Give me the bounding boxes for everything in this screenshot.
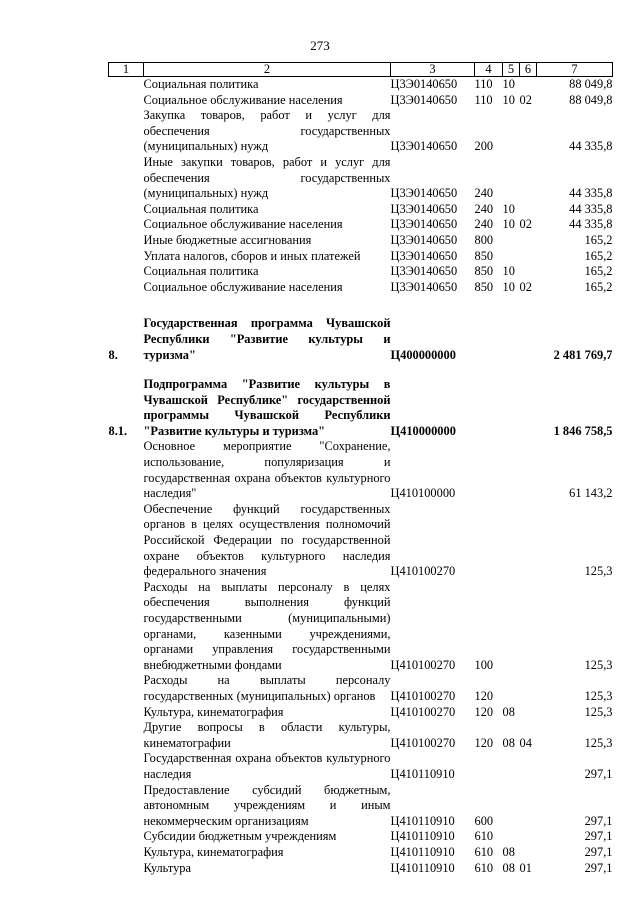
cell-sum: 125,3 <box>584 735 613 750</box>
cell-name: Культура <box>143 860 191 875</box>
cell-rz <box>503 580 520 674</box>
cell-vr: 850 <box>474 279 494 294</box>
cell-sum: 125,3 <box>584 688 613 703</box>
cell-vr <box>475 377 503 439</box>
cell-name: Государственная программа Чувашской Республики "Развитие культуры и туризма" <box>143 316 391 362</box>
table-row <box>109 93 613 109</box>
cell-code: Ц410100270 <box>390 564 456 579</box>
cell-name: Другие вопросы в области культуры, кинематографии <box>143 720 391 750</box>
cell-pr <box>520 249 537 265</box>
table-row <box>109 202 613 218</box>
table-row <box>109 720 613 751</box>
table-row <box>109 751 613 782</box>
cell-num <box>109 202 144 218</box>
cell-vr <box>475 439 503 501</box>
table-row <box>109 217 613 233</box>
cell-sum: 44 335,8 <box>569 217 613 232</box>
cell-name: Расходы на выплаты персоналу в целях обеспечения выполнения функций государственными (муниципальными) органами, казенными учреждениями, органами управления государственными внебюджетными фондами <box>143 579 391 672</box>
table-row <box>109 829 613 845</box>
cell-code: Ц3Э0140650 <box>390 92 458 107</box>
cell-name: Предоставление субсидий бюджетным, автономным учреждениям и иным некоммерческим организациям <box>143 782 391 828</box>
cell-name: Субсидии бюджетным учреждениям <box>143 829 337 844</box>
cell-vr: 600 <box>474 813 494 828</box>
cell-rz: 10 <box>502 92 515 107</box>
table-row <box>109 673 613 704</box>
cell-rz: 10 <box>502 77 515 91</box>
cell-sum: 297,1 <box>584 766 613 781</box>
cell-rz <box>503 155 520 202</box>
cell-name: Социальная политика <box>143 201 259 216</box>
cell-code: Ц3Э0140650 <box>390 201 458 216</box>
cell-vr: 120 <box>474 688 494 703</box>
cell-num <box>109 829 144 845</box>
cell-num <box>109 861 144 877</box>
cell-num <box>109 93 144 109</box>
cell-sum: 165,2 <box>584 264 613 279</box>
table-row <box>109 845 613 861</box>
table-row <box>109 155 613 202</box>
cell-rz: 08 <box>502 704 515 719</box>
cell-rz: 08 <box>502 735 515 750</box>
cell-sum: 165,2 <box>584 248 613 263</box>
cell-sum: 297,1 <box>584 829 613 844</box>
cell-num <box>109 77 144 93</box>
table-row <box>109 580 613 674</box>
cell-vr: 610 <box>474 860 494 875</box>
cell-code: Ц410100270 <box>390 657 456 672</box>
table-row <box>109 77 613 93</box>
table-row <box>109 705 613 721</box>
cell-sum: 125,3 <box>584 657 613 672</box>
cell-vr: 240 <box>474 201 494 216</box>
cell-name: Социальное обслуживание населения <box>143 92 343 107</box>
cell-pr <box>520 502 537 580</box>
cell-vr: 100 <box>474 657 494 672</box>
cell-num <box>109 580 144 674</box>
cell-vr: 120 <box>474 735 494 750</box>
header-col-6: 6 <box>520 63 537 77</box>
cell-num <box>109 783 144 830</box>
cell-rz <box>503 829 520 845</box>
cell-pr <box>520 829 537 845</box>
cell-num <box>109 249 144 265</box>
cell-rz: 10 <box>502 201 515 216</box>
cell-pr <box>520 783 537 830</box>
cell-sum: 125,3 <box>584 704 613 719</box>
cell-pr <box>520 845 537 861</box>
cell-sum: 297,1 <box>584 844 613 859</box>
cell-name: Иные закупки товаров, работ и услуг для обеспечения государственных (муниципальных) нужд <box>143 154 391 201</box>
cell-name: Государственная охрана объектов культурного наследия <box>143 751 391 781</box>
table-row <box>109 280 613 296</box>
cell-pr <box>520 233 537 249</box>
cell-rz: 08 <box>502 860 515 875</box>
page-number: 273 <box>310 38 330 53</box>
table-row <box>109 108 613 155</box>
cell-rz: 10 <box>502 279 515 294</box>
cell-code: Ц400000000 <box>390 347 456 362</box>
header-col-7: 7 <box>537 63 613 77</box>
spacer-row <box>109 295 613 316</box>
table-row <box>109 783 613 830</box>
cell-rz: 08 <box>502 844 515 859</box>
cell-num <box>109 280 144 296</box>
cell-code: Ц410000000 <box>390 423 456 438</box>
cell-vr: 850 <box>474 264 494 279</box>
cell-code: Ц410100270 <box>390 704 456 719</box>
cell-pr: 02 <box>519 279 532 294</box>
cell-code: Ц3Э0140650 <box>390 77 458 91</box>
cell-num <box>109 673 144 704</box>
cell-vr: 240 <box>474 217 494 232</box>
cell-num <box>109 751 144 782</box>
cell-rz <box>503 108 520 155</box>
cell-rz <box>503 439 520 501</box>
cell-code: Ц3Э0140650 <box>390 232 458 247</box>
cell-pr <box>520 155 537 202</box>
cell-pr <box>520 439 537 501</box>
cell-sum: 297,1 <box>584 860 613 875</box>
cell-vr: 850 <box>474 248 494 263</box>
header-col-1: 1 <box>109 63 144 77</box>
cell-name: Культура, кинематография <box>143 704 284 719</box>
header-col-3: 3 <box>391 63 475 77</box>
cell-name: Социальное обслуживание населения <box>143 279 343 294</box>
cell-sum: 165,2 <box>584 232 613 247</box>
cell-code: Ц410110910 <box>390 766 455 781</box>
cell-code: Ц410100000 <box>390 486 456 501</box>
cell-code: Ц3Э0140650 <box>390 186 458 201</box>
cell-vr <box>475 751 503 782</box>
cell-code: Ц3Э0140650 <box>390 217 458 232</box>
cell-vr <box>475 502 503 580</box>
cell-code: Ц410110910 <box>390 860 455 875</box>
cell-sum: 44 335,8 <box>569 201 613 216</box>
cell-pr <box>520 316 537 363</box>
cell-pr: 02 <box>519 217 532 232</box>
cell-pr: 01 <box>519 860 532 875</box>
cell-num <box>109 439 144 501</box>
cell-pr <box>520 705 537 721</box>
cell-name: Культура, кинематография <box>143 844 284 859</box>
cell-rz <box>503 751 520 782</box>
cell-code: Ц3Э0140650 <box>390 279 458 294</box>
cell-num <box>109 233 144 249</box>
cell-rz: 10 <box>502 217 515 232</box>
cell-sum: 125,3 <box>584 564 613 579</box>
budget-table <box>108 62 613 876</box>
cell-name: Подпрограмма "Развитие культуры в Чувашской Республике" государственной программы Чувашской Республики "Развитие культуры и туризма" <box>143 377 391 438</box>
cell-pr: 04 <box>519 735 532 750</box>
cell-vr: 200 <box>474 139 494 154</box>
cell-num <box>109 845 144 861</box>
cell-vr: 110 <box>474 92 493 107</box>
cell-sum: 88 049,8 <box>569 77 613 91</box>
cell-code: Ц3Э0140650 <box>390 264 458 279</box>
cell-vr: 610 <box>474 829 494 844</box>
cell-vr: 800 <box>474 232 494 247</box>
cell-sum: 88 049,8 <box>569 92 613 107</box>
cell-code: Ц3Э0140650 <box>390 139 458 154</box>
cell-vr <box>475 316 503 363</box>
cell-name: Обеспечение функций государственных органов в целях осуществления полномочий Российской Федерации по государственной охране объектов культурного наследия федерального значения <box>143 501 391 579</box>
cell-vr: 240 <box>474 186 494 201</box>
cell-num <box>109 720 144 751</box>
cell-num: 8.1. <box>108 423 128 438</box>
cell-name: Социальное обслуживание населения <box>143 217 343 232</box>
cell-pr <box>520 108 537 155</box>
cell-rz <box>503 673 520 704</box>
table-row <box>109 249 613 265</box>
cell-num: 8. <box>108 347 118 362</box>
cell-rz <box>503 316 520 363</box>
cell-pr <box>520 673 537 704</box>
cell-sum: 44 335,8 <box>569 139 613 154</box>
cell-rz <box>503 233 520 249</box>
cell-num <box>109 155 144 202</box>
cell-code: Ц410110910 <box>390 844 455 859</box>
cell-name: Уплата налогов, сборов и иных платежей <box>143 248 361 263</box>
cell-num <box>109 705 144 721</box>
cell-name: Иные бюджетные ассигнования <box>143 232 312 247</box>
cell-pr: 02 <box>519 92 532 107</box>
table-row <box>109 439 613 501</box>
cell-num <box>109 108 144 155</box>
table-row <box>109 502 613 580</box>
cell-code: Ц410100270 <box>390 688 456 703</box>
header-col-4: 4 <box>475 63 503 77</box>
cell-name: Основное мероприятие "Сохранение, использование, популяризация и государственная охрана объектов культурного наследия" <box>143 439 391 501</box>
cell-sum: 2 481 769,7 <box>553 347 613 362</box>
cell-pr <box>520 264 537 280</box>
cell-sum: 1 846 758,5 <box>553 423 613 438</box>
cell-name: Социальная политика <box>143 264 259 279</box>
table-row <box>109 233 613 249</box>
cell-name: Социальная политика <box>143 77 259 91</box>
cell-rz <box>503 783 520 830</box>
cell-code: Ц410110910 <box>390 813 455 828</box>
cell-vr: 120 <box>474 704 494 719</box>
cell-code: Ц410110910 <box>390 829 455 844</box>
cell-sum: 61 143,2 <box>569 486 613 501</box>
spacer-row <box>109 363 613 377</box>
cell-rz <box>503 377 520 439</box>
cell-vr: 610 <box>474 844 494 859</box>
cell-pr <box>520 77 537 93</box>
cell-vr: 110 <box>474 77 493 91</box>
header-col-5: 5 <box>503 63 520 77</box>
cell-num <box>109 217 144 233</box>
cell-num <box>109 502 144 580</box>
cell-name: Закупка товаров, работ и услуг для обеспечения государственных (муниципальных) нужд <box>143 108 391 154</box>
cell-sum: 44 335,8 <box>569 186 613 201</box>
cell-sum: 165,2 <box>584 279 613 294</box>
cell-num <box>109 264 144 280</box>
header-row <box>109 63 613 77</box>
header-col-2: 2 <box>144 63 391 77</box>
cell-sum: 297,1 <box>584 813 613 828</box>
table-row <box>109 264 613 280</box>
cell-name: Расходы на выплаты персоналу государственных (муниципальных) органов <box>143 673 391 703</box>
cell-rz <box>503 249 520 265</box>
cell-pr <box>520 751 537 782</box>
cell-code: Ц410100270 <box>390 735 456 750</box>
table-row <box>109 377 613 439</box>
table-row <box>109 316 613 363</box>
cell-rz <box>503 502 520 580</box>
cell-pr <box>520 580 537 674</box>
cell-rz: 10 <box>502 264 515 279</box>
cell-pr <box>520 377 537 439</box>
cell-code: Ц3Э0140650 <box>390 248 458 263</box>
cell-pr <box>520 202 537 218</box>
table-row <box>109 861 613 877</box>
table-body <box>109 77 613 877</box>
